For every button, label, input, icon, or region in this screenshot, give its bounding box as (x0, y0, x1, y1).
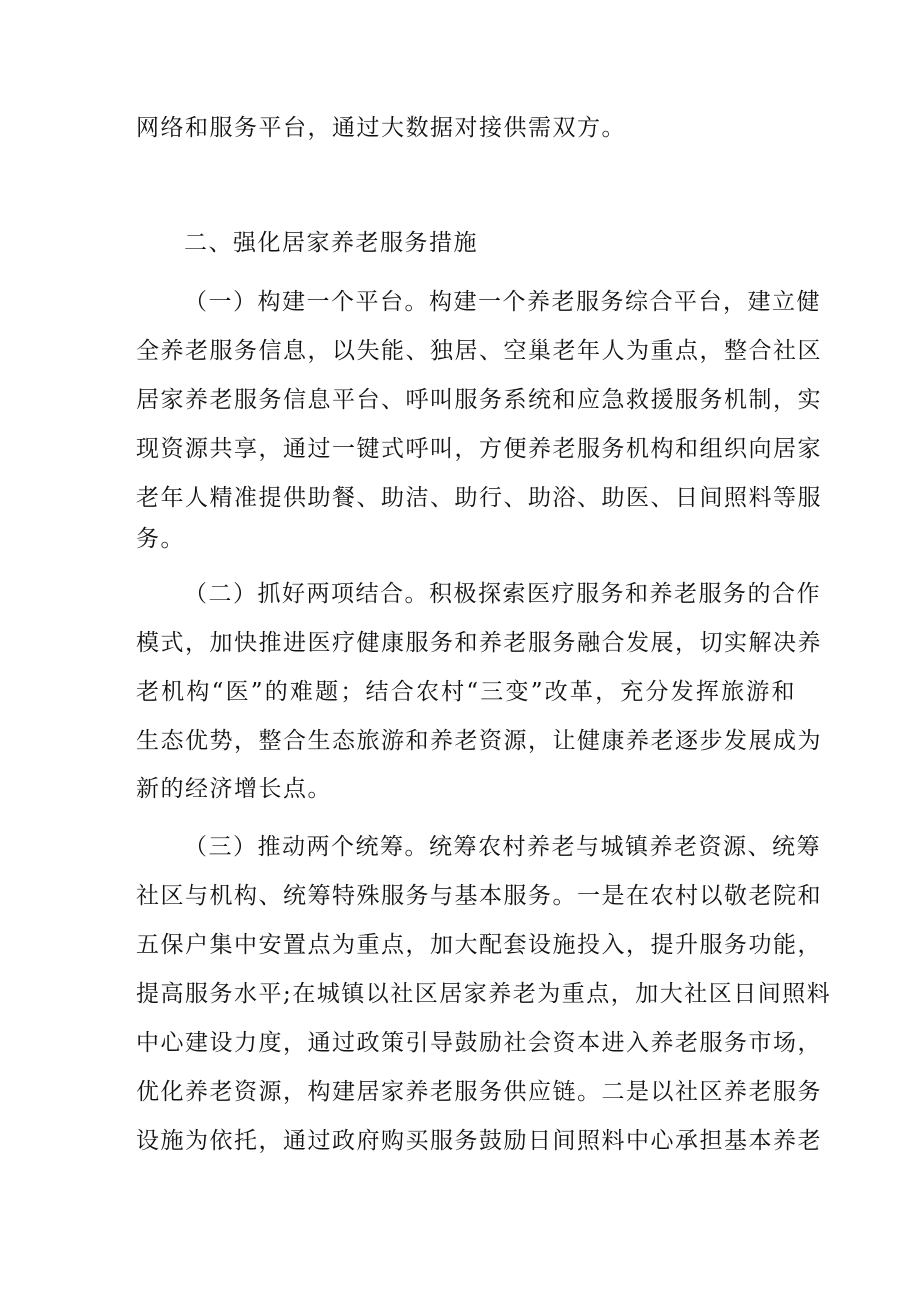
paragraph-3-line: 提高服务水平;在城镇以社区居家养老为重点，加大社区日间照料 (136, 981, 832, 1007)
paragraph-2-line: 模式，加快推进医疗健康服务和养老服务融合发展，切实解决养 (136, 630, 822, 656)
paragraph-1-line: 全养老服务信息，以失能、独居、空巢老年人为重点，整合社区 (136, 338, 822, 364)
paragraph-1-line: 务。 (136, 526, 185, 552)
paragraph-3-line: （三）推动两个统筹。统筹农村养老与城镇养老资源、统筹 (184, 834, 821, 860)
paragraph-1-line: 现资源共享，通过一键式呼叫，方便养老服务机构和组织向居家 (136, 436, 822, 462)
paragraph-3-line: 设施为依托，通过政府购买服务鼓励日间照料中心承担基本养老 (136, 1128, 822, 1154)
paragraph-2-line: 新的经济增长点。 (136, 776, 332, 802)
paragraph-3-line: 优化养老资源，构建居家养老服务供应链。二是以社区养老服务 (136, 1079, 822, 1105)
paragraph-2-line: 老机构“医”的难题；结合农村“三变”改革，充分发挥旅游和 (136, 679, 796, 705)
paragraph-2-line: （二）抓好两项结合。积极探索医疗服务和养老服务的合作 (184, 581, 821, 607)
paragraph-3-line: 中心建设力度，通过政策引导鼓励社会资本进入养老服务市场， (136, 1030, 822, 1056)
paragraph-1-line: 老年人精准提供助餐、助洁、助行、助浴、助医、日间照料等服 (136, 485, 822, 511)
paragraph-3-line: 社区与机构、统筹特殊服务与基本服务。一是在农村以敬老院和 (136, 883, 822, 909)
paragraph-3-line: 五保户集中安置点为重点，加大配套设施投入，提升服务功能， (136, 932, 822, 958)
continuation-line: 网络和服务平台，通过大数据对接供需双方。 (136, 115, 626, 141)
section-heading: 二、强化居家养老服务措施 (184, 230, 478, 256)
paragraph-1-line: （一）构建一个平台。构建一个养老服务综合平台，建立健 (184, 289, 821, 315)
paragraph-2-line: 生态优势，整合生态旅游和养老资源，让健康养老逐步发展成为 (136, 728, 822, 754)
paragraph-1-line: 居家养老服务信息平台、呼叫服务系统和应急救援服务机制，实 (136, 387, 822, 413)
